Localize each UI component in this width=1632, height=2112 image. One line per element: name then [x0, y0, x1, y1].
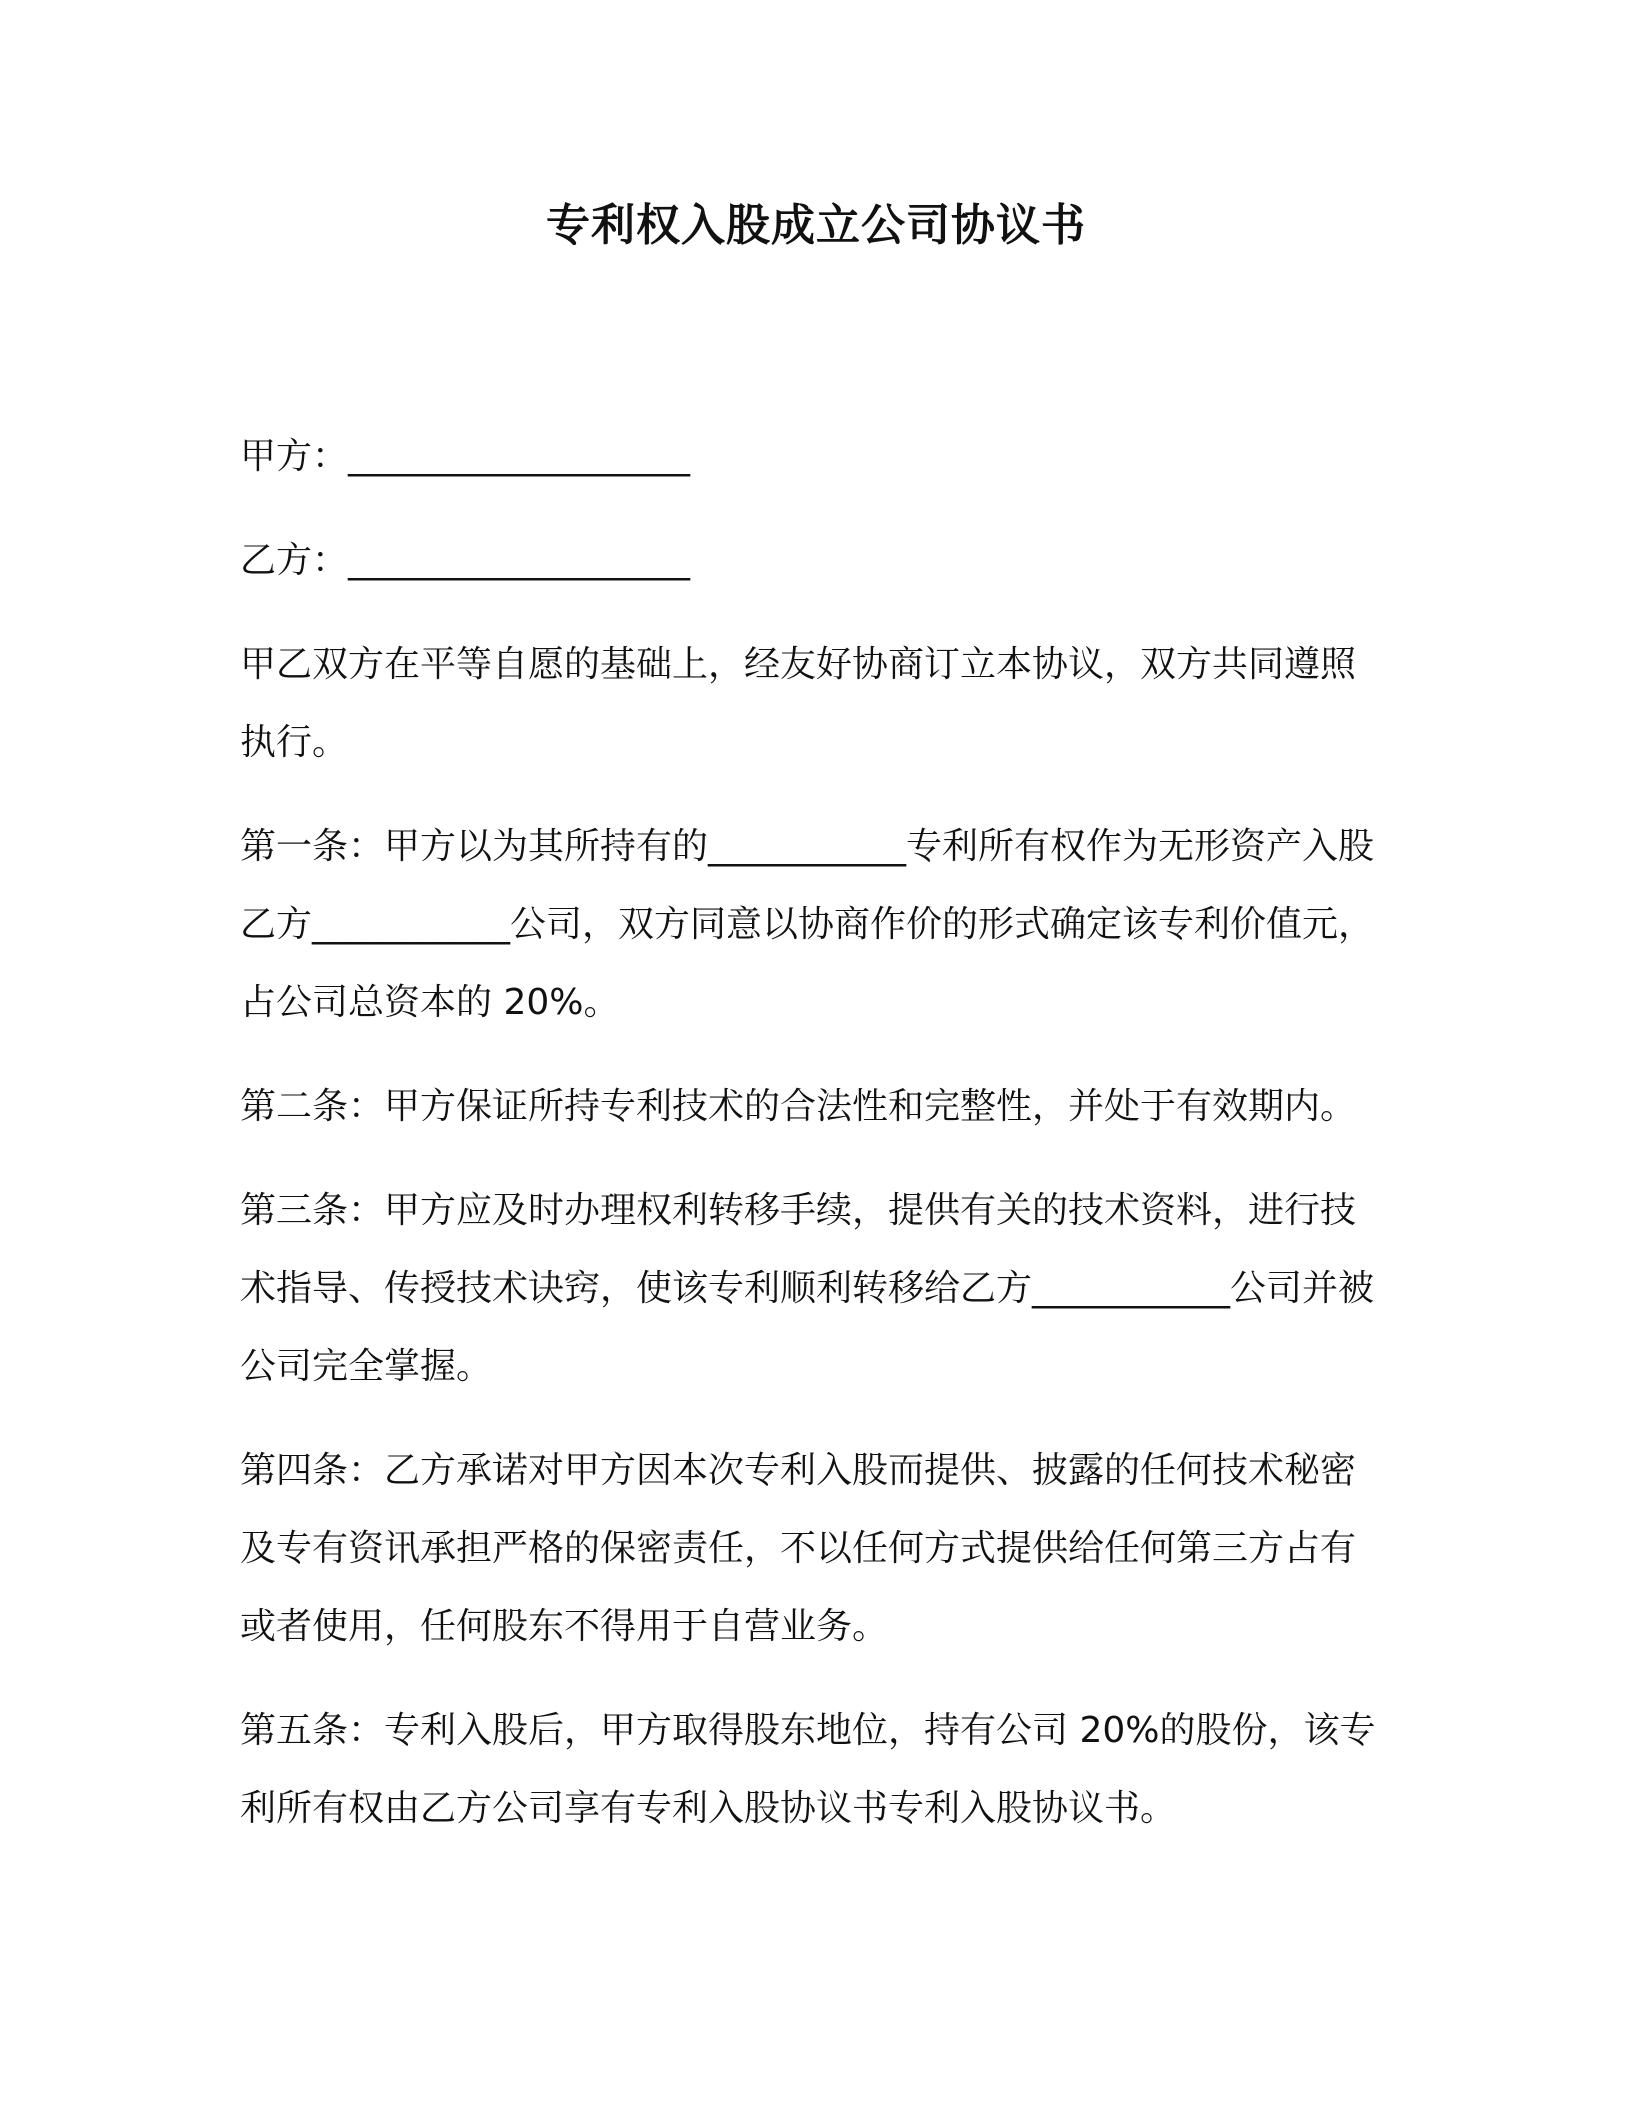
party-a-line: 甲方：___________________ — [240, 436, 691, 477]
intro-paragraph: 甲乙双方在平等自愿的基础上，经友好协商订立本协议，双方共同遵照执行。 — [240, 644, 1357, 763]
document-title: 专利权入股成立公司协议书 — [546, 200, 1086, 251]
party-b-line: 乙方：___________________ — [240, 540, 691, 581]
article-5: 第五条：专利入股后，甲方取得股东地位，持有公司 20%的股份，该专利所有权由乙方公司享有专利入股协议书专利入股协议书。 — [240, 1710, 1376, 1829]
article-2: 第二条：甲方保证所持专利技术的合法性和完整性，并处于有效期内。 — [240, 1086, 1357, 1127]
article-4: 第四条：乙方承诺对甲方因本次专利入股而提供、披露的任何技术秘密及专有资讯承担严格的保密责任，不以任何方式提供给任何第三方占有或者使用，任何股东不得用于自营业务。 — [240, 1450, 1357, 1647]
article-1: 第一条：甲方以为其所持有的___________专利所有权作为无形资产入股乙方___________公司，双方同意以协商作价的形式确定该专利价值元，占公司总资本的 20%。 — [240, 826, 1375, 1023]
article-3: 第三条：甲方应及时办理权利转移手续，提供有关的技术资料，进行技术指导、传授技术诀窍，使该专利顺利转移给乙方___________公司并被公司完全掌握。 — [240, 1190, 1375, 1387]
document-body — [240, 418, 1380, 1874]
